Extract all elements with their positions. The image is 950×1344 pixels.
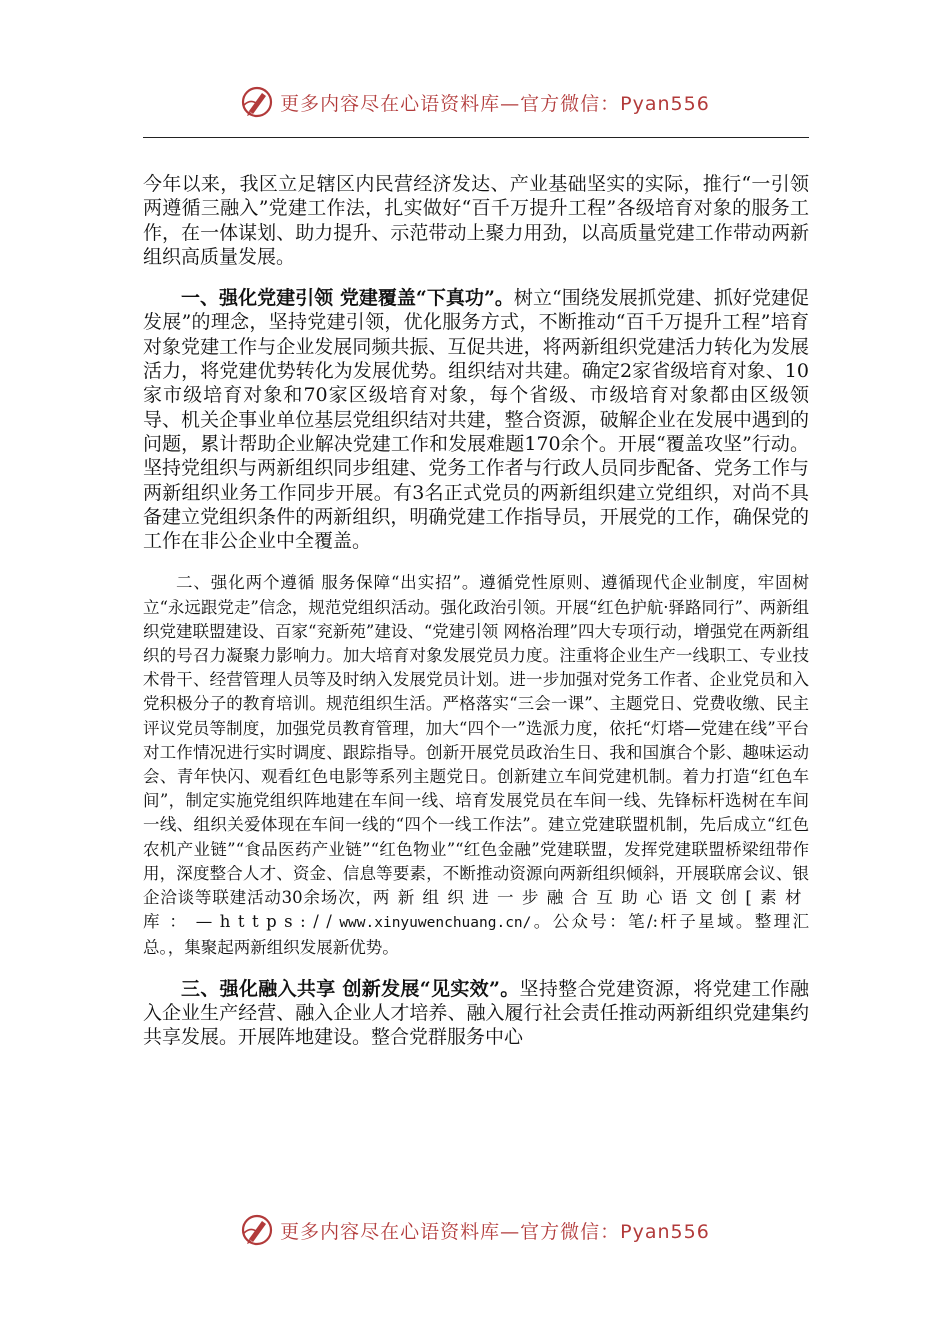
- section-two-body: 二、强化两个遵循 服务保障“出实招”。遵循党性原则、遵循现代企业制度，牢固树立“永远跟党走”信念，规范党组织活动。强化政治引领。开展“红色护航·驿路同行”、两新组织党建联盟建设、百家“兖新苑”建设、“党建引领 网格治理”四大专项行动，增强党在两新组织的号召力凝聚力影响力。加大培育对象发展党员力度。注重将企业生产一线职工、专业技术骨干、经营管理人员等及时纳入发展党员计划。进一步加强对党务工作者、企业党员和入党积极分子的教育培训。规范组织生活。严格落实“三会一课”、主题党日、党费收缴、民主评议党员等制度，加强党员教育管理，加大“四个一”选派力度，依托“灯塔—党建在线”平台对工作情况进行实时调度、跟踪指导。创新开展党员政治生日、我和国旗合个影、趣味运动会、青年快闪、观看红色电影等系列主题党日。创新建立车间党建机制。着力打造“红色车间”，制定实施党组织阵地建在车间一线、培育发展党员在车间一线、先锋标杆选树在车间一线、组织关爱体现在车间一线的“四个一线工作法”。建立党建联盟机制，先后成立“红色农机产业链”“食品医药产业链”“红色物业”“红色金融”党建联盟，发挥党建联盟桥梁纽带作用，深度整合人才、资金、信息等要素，不断推动资源向两新组织倾斜，开展联席会议、银企洽谈等联建活动30余场次，: [143, 573, 809, 908]
- intro-paragraph: 今年以来，我区立足辖区内民营经济发达、产业基础坚实的实际，推行“一引领两遵循三融入”党建工作法，扎实做好“百千万提升工程”各级培育对象的服务工作，在一体谋划、助力提升、示范带动上聚力用劲，以高质量党建工作带动两新组织高质量发展。: [143, 173, 809, 268]
- source-url: www.xinyuwenchuang.cn/: [339, 915, 532, 932]
- section-one-heading: 一、强化党建引领 党建覆盖“下真功”。: [181, 287, 514, 310]
- footer-watermark: [0, 1210, 950, 1250]
- pen-logo-icon: [240, 1213, 274, 1247]
- watermark-text: 更多内容尽在心语资料库—官方微信：Pyan556: [280, 1220, 710, 1243]
- header-watermark: [0, 82, 950, 122]
- section-three-paragraph: [143, 977, 809, 1050]
- section-one-body: 树立“围绕发展抓党建、抓好党建促发展”的理念，坚持党建引领，优化服务方式，不断推动“百千万提升工程”培育对象党建工作与企业发展同频共振、互促共进，将两新组织党建活力转化为发展活力，将党建优势转化为发展优势。组织结对共建。确定2家省级培育对象、10家市级培育对象和70家区级培育对象，每个省级、市级培育对象都由区级领导、机关企事业单位基层党组织结对共建，整合资源，破解企业在发展中遇到的问题，累计帮助企业解决党建工作和发展难题170余个。开展“覆盖攻坚”行动。坚持党组织与两新组织同步组建、党务工作者与行政人员同步配备、党务工作与两新组织业务工作同步开展。有3名正式党员的两新组织建立党组织，对尚不具备建立党组织条件的两新组织，明确党建工作指导员，开展党的工作，确保党的工作在非公企业中全覆盖。: [143, 287, 809, 553]
- document-body: [143, 172, 809, 1050]
- pen-logo-icon: [240, 85, 274, 119]
- section-two-tail: 。公众号：笔/:杆子星域。整理汇总。，集聚起两新组织发展新优势。: [143, 912, 809, 957]
- section-three-heading: 三、强化融入共享 创新发展“见实效”。: [181, 977, 520, 1000]
- header-divider: [143, 137, 809, 138]
- section-two-spaced-line: 两新组织进一步融合互助心语文创[素材库：—https://: [143, 888, 809, 932]
- section-two-paragraph: [143, 571, 809, 959]
- watermark-text: 更多内容尽在心语资料库—官方微信：Pyan556: [280, 92, 710, 115]
- section-three-body: 坚持整合党建资源，将党建工作融入企业生产经营、融入企业人才培养、融入履行社会责任推动两新组织党建集约共享发展。开展阵地建设。整合党群服务中心: [143, 977, 809, 1049]
- section-one-paragraph: [143, 286, 809, 553]
